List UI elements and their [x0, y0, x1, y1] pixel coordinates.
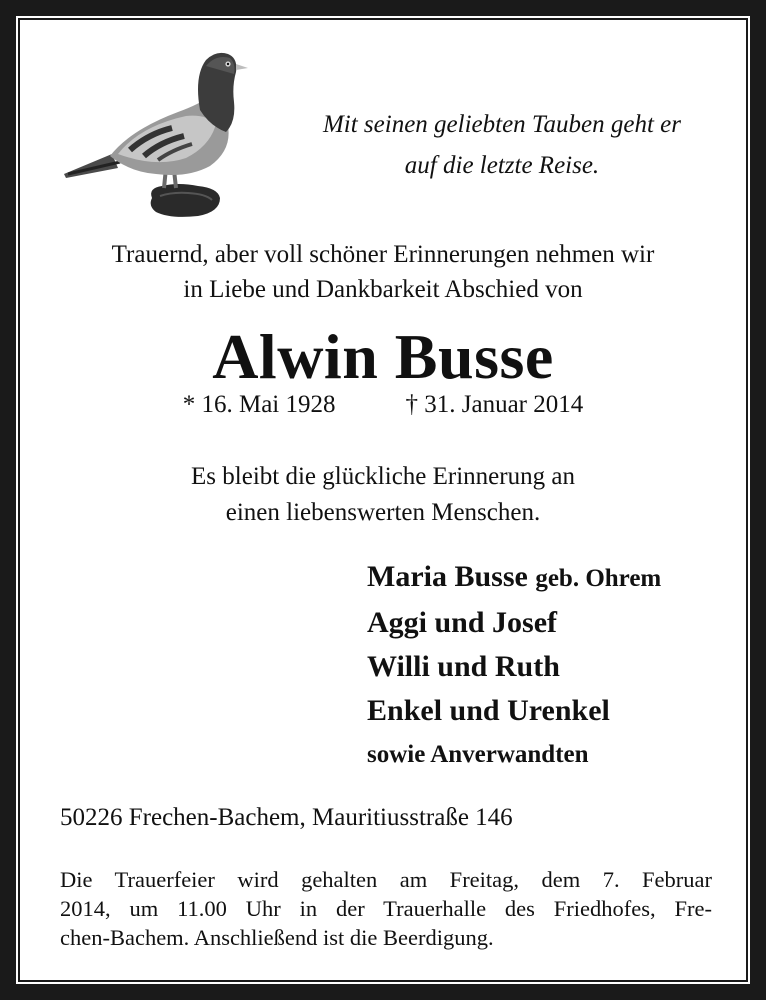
intro-line-2: in Liebe und Dankbarkeit Abschied von	[183, 276, 583, 303]
funeral-line-1: Die Trauerfeier wird gehalten am Freitag, dem 7. Februar	[60, 867, 712, 892]
funeral-info	[60, 865, 712, 952]
pigeon-icon	[60, 46, 250, 221]
intro-line-1: Trauernd, aber voll schöner Erinnerungen nehmen wir	[111, 241, 655, 268]
mourner-line-5: sowie Anverwandten	[367, 741, 589, 768]
mourner-line-4: Enkel und Urenkel	[367, 694, 610, 727]
funeral-line-3: chen-Bachem. Anschließend ist die Beerdigung.	[60, 925, 494, 950]
intro-text	[0, 237, 766, 307]
life-dates	[0, 388, 766, 422]
mourner-line-3: Willi und Ruth	[367, 650, 560, 683]
birth-date: * 16. Mai 1928	[182, 391, 336, 418]
funeral-line-2: 2014, um 11.00 Uhr in der Trauerhalle des Friedhofes, Fre-	[60, 896, 712, 921]
mourners-list	[367, 555, 747, 777]
address: 50226 Frechen-Bachem, Mauritiusstraße 146	[60, 804, 513, 831]
spouse-maiden-name: geb. Ohrem	[535, 565, 662, 592]
motto-line-2: auf die letzte Reise.	[404, 152, 600, 179]
mourner-line-2: Aggi und Josef	[367, 606, 558, 639]
quote-line-1: Es bleibt die glückliche Erinnerung an	[191, 463, 575, 490]
motto-line-1: Mit seinen geliebten Tauben geht er	[322, 111, 682, 138]
quote-line-2: einen liebenswerten Menschen.	[225, 499, 541, 526]
spouse-name: Maria Busse	[367, 560, 528, 593]
motto-text	[262, 104, 742, 186]
deceased-name: Alwin Busse	[212, 321, 554, 392]
death-date: † 31. Januar 2014	[405, 391, 584, 418]
memorial-quote	[0, 459, 766, 531]
mourner-spouse	[367, 555, 747, 601]
